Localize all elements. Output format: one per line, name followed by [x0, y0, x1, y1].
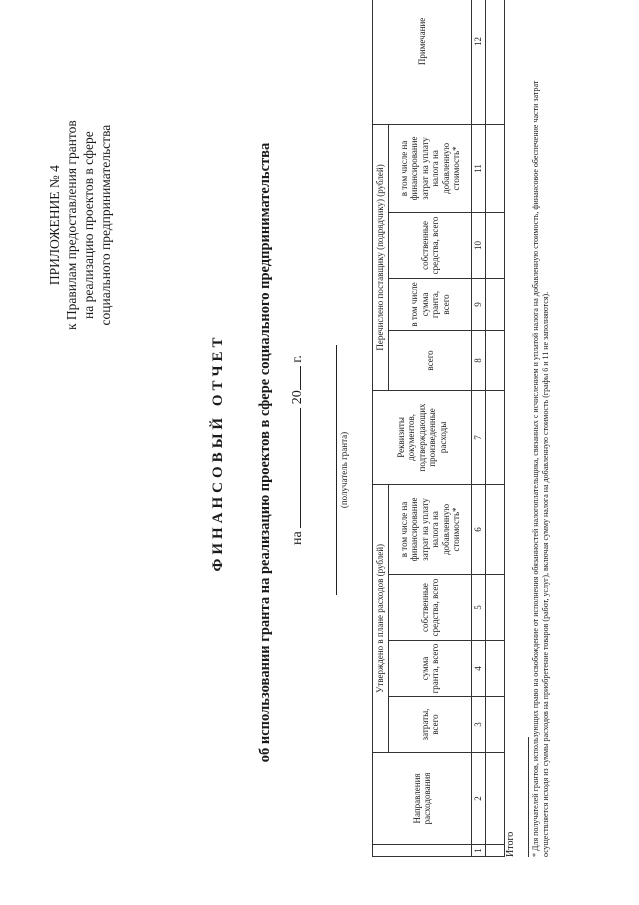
period-year-prefix: 20	[290, 390, 305, 405]
documents-header: Реквизиты документов, подтверждающих произведенные расходы	[373, 390, 472, 484]
footnote: * Для получателей грантов, использующих право на освобождение от исполнения обязанностей налогоплательщика, связанных с исчислением и уплатой налога на добавленную стоимость, финансовое обеспечение части затрат осуществляется исходя из суммы расходов на приобретение товаров (работ, услуг), включая сумму налога на добавленную стоимость (графы 6 и 11 не заполняются).	[531, 80, 550, 857]
transferred-own-funds-header: собственные средства, всего	[389, 212, 472, 278]
column-number: 2	[472, 753, 486, 845]
table-cell	[485, 0, 504, 124]
transferred-total-header: всего	[389, 330, 472, 390]
column-number: 1	[472, 845, 486, 857]
column-number: 4	[472, 641, 486, 697]
period-prefix: на	[290, 531, 305, 545]
column-number: 5	[472, 575, 486, 641]
column-number: 9	[472, 278, 486, 330]
transferred-group-header: Перечислено поставщику (подрядчику) (рублей)	[373, 124, 389, 390]
costs-total-header: затраты, всего	[389, 697, 472, 753]
table-cell	[485, 845, 504, 857]
column-number: 3	[472, 697, 486, 753]
table-cell	[485, 575, 504, 641]
period-suffix: г.	[290, 355, 305, 363]
column-number: 11	[472, 124, 486, 212]
appendix-rules-line: социального предпринимательства	[98, 124, 113, 326]
table-cell	[485, 697, 504, 753]
direction-header: Направления расходования	[373, 753, 472, 845]
own-funds-header: собственные средства, всего	[389, 575, 472, 641]
appendix-rules-line: на реализацию проектов в сфере	[81, 131, 96, 319]
table-cell	[485, 278, 504, 330]
table-cell	[485, 212, 504, 278]
period-blank	[286, 408, 301, 528]
column-number: 8	[472, 330, 486, 390]
recipient-line	[336, 345, 337, 595]
column-number-row	[472, 0, 486, 857]
financial-report-table	[372, 0, 505, 857]
appendix-number: ПРИЛОЖЕНИЕ № 4	[47, 165, 62, 286]
column-number: 12	[472, 0, 486, 124]
appendix-rules-line: к Правилам предоставления грантов	[64, 120, 79, 330]
table-cell	[485, 390, 504, 484]
appendix-header	[46, 120, 114, 330]
document-title: ФИНАНСОВЫЙ ОТЧЕТ	[210, 333, 226, 572]
note-header: Примечание	[373, 0, 472, 124]
column-number: 7	[472, 390, 486, 484]
table-cell	[485, 753, 504, 845]
row-number-header	[373, 845, 472, 857]
table-row	[485, 0, 504, 857]
table-cell	[485, 484, 504, 574]
column-number: 10	[472, 212, 486, 278]
table-cell	[485, 641, 504, 697]
table-cell	[485, 330, 504, 390]
document-subtitle: об использовании гранта на реализацию проектов в сфере социального предпринимательства	[257, 142, 273, 763]
total-label: Итого	[505, 831, 516, 857]
recipient-caption: (получатель гранта)	[339, 431, 349, 509]
grant-sum-header: сумма гранта, всего	[389, 641, 472, 697]
transferred-vat-header: в том числе на финансирование затрат на уплату налога на добавленную стоимость*	[389, 124, 472, 212]
column-number: 6	[472, 484, 486, 574]
table-cell	[485, 124, 504, 212]
vat-financing-header: в том числе на финансирование затрат на уплату налога на добавленную стоимость*	[389, 484, 472, 574]
year-blank	[286, 366, 301, 390]
transferred-grant-header: в том числе сумма гранта, всего	[389, 278, 472, 330]
planned-group-header: Утверждено в плане расходов (рублей)	[373, 484, 389, 752]
report-period	[286, 355, 306, 545]
footnote-separator	[528, 737, 529, 857]
